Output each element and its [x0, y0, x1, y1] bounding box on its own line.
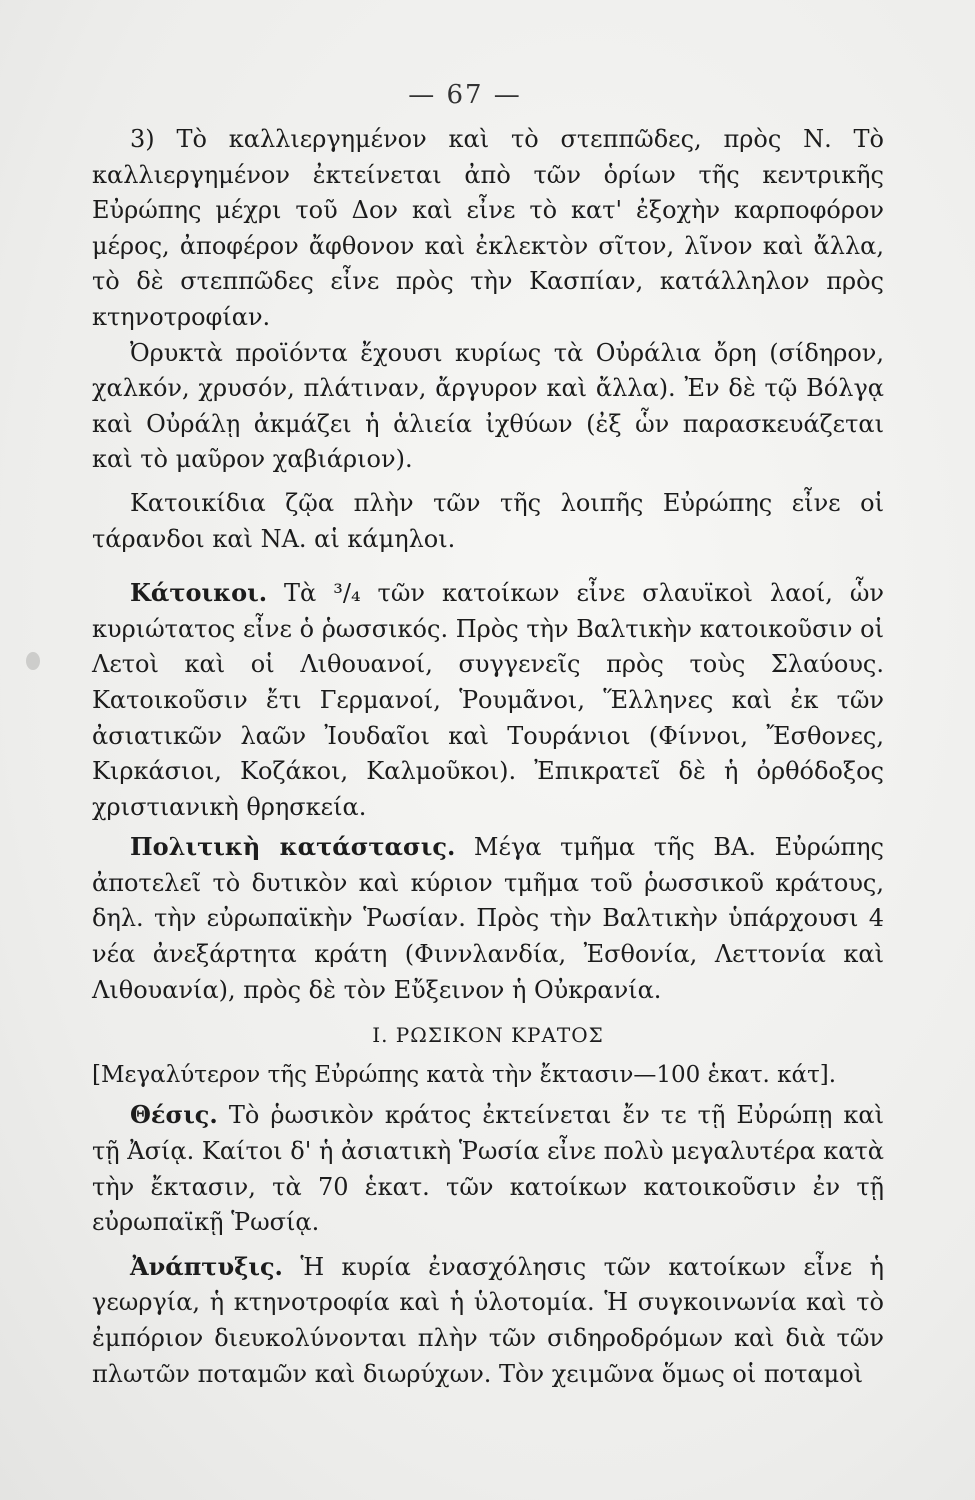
paragraph-text: Κατοικίδια ζῷα πλὴν τῶν τῆς λοιπῆς Εὐρώπης εἶνε οἱ τάρανδοι καὶ ΝΑ. αἱ κάμηλοι. — [92, 488, 884, 553]
paragraph-animals — [92, 486, 884, 557]
section-note: [Μεγαλύτερον τῆς Εὐρώπης κατὰ τὴν ἔκτασιν—100 ἑκατ. κάτ]. — [92, 1061, 837, 1088]
paragraph-heading: Πολιτικὴ κατάστασις. — [130, 832, 456, 862]
paragraph-text: Τὸ ῥωσικὸν κράτος ἐκτείνεται ἔν τε τῇ Εὐρώπῃ καὶ τῇ Ἀσίᾳ. Καίτοι δ' ἡ ἀσιατικὴ Ῥωσία εἶνε πολὺ μεγαλυτέρα κατὰ τὴν ἔκτασιν, τὰ 70 ἑκατ. τῶν κατοίκων κατοικοῦσιν ἐν τῇ εὐρωπαϊκῇ Ῥωσίᾳ. — [92, 1101, 884, 1237]
paragraph-position — [92, 1097, 884, 1240]
paper-stain — [26, 652, 40, 670]
paragraph-text: Μέγα τμῆμα τῆς ΒΑ. Εὐρώπης ἀποτελεῖ τὸ δυτικὸν καὶ κύριον τμῆμα τοῦ ῥωσσικοῦ κράτους, δηλ. τὴν εὐρωπαϊκὴν Ῥωσίαν. Πρὸς τὴν Βαλτικὴν ὑπάρχουσι 4 νέα ἀνεξάρτητα κράτη (Φιννλανδία, Ἐσθονία, Λεττονία καὶ Λιθουανία), πρὸς δὲ τὸν Εὔξεινον ἡ Οὐκρανία. — [92, 833, 884, 1004]
paragraph-text: Ὀρυκτὰ προϊόντα ἔχουσι κυρίως τὰ Οὐράλια ὄρη (σίδηρον, χαλκόν, χρυσόν, πλάτιναν, ἄργυρον καὶ ἄλλα). Ἐν δὲ τῷ Βόλγᾳ καὶ Οὐράλῃ ἀκμάζει ἡ ἁλιεία ἰχθύων (ἐξ ὧν παρασκευάζεται καὶ τὸ μαῦρον χαβιάριον). — [92, 338, 884, 474]
page-number: — 67 — — [408, 80, 522, 110]
paragraph-heading: Κάτοικοι. — [130, 578, 268, 608]
section-title: Ι. ΡΩΣΙΚΟΝ ΚΡΑΤΟΣ — [372, 1023, 604, 1048]
paragraph-inhabitants — [92, 575, 884, 825]
page-body — [92, 122, 884, 1392]
paragraph-text: Τὰ ³/₄ τῶν κατοίκων εἶνε σλαυϊκοὶ λαοί, ὧν κυριώτατος εἶνε ὁ ῥωσσικός. Πρὸς τὴν Βαλτικὴν κατοικοῦσιν οἱ Λετοὶ καὶ οἱ Λιθουανοί, συγγενεῖς πρὸς τοὺς Σλαύους. Κατοικοῦσιν ἔτι Γερμανοί, Ῥουμᾶνοι, Ἕλληνες καὶ ἐκ τῶν ἀσιατικῶν λαῶν Ἰουδαῖοι καὶ Τουράνιοι (Φίννοι, Ἔσθονες, Κιρκάσιοι, Κοζάκοι, Καλμοῦκοι). Ἐπικρατεῖ δὲ ἡ ὀρθόδοξος χριστιανικὴ θρησκεία. — [92, 579, 884, 821]
paragraph-minerals — [92, 336, 884, 478]
paragraph-heading: Θέσις. — [130, 1100, 218, 1130]
paragraph-political — [92, 829, 884, 1008]
paragraph-heading: Ἀνάπτυξις. — [130, 1251, 283, 1281]
paragraph-regions — [92, 122, 884, 336]
paragraph-text: Ἡ κυρία ἐνασχόλησις τῶν κατοίκων εἶνε ἡ γεωργία, ἡ κτηνοτροφία καὶ ἡ ὑλοτομία. Ἡ συγκοινωνία καὶ τὸ ἐμπόριον διευκολύνονται πλὴν τῶν σιδηροδρόμων καὶ διὰ τῶν πλωτῶν ποταμῶν καὶ διωρύχων. Τὸν χειμῶνα ὅμως οἱ ποταμοὶ — [92, 1252, 884, 1388]
paragraph-text: 3) Τὸ καλλιεργημένον καὶ τὸ στεππῶδες, πρὸς Ν. Τὸ καλλιεργημένον ἐκτείνεται ἀπὸ τῶν ὁρίων τῆς κεντρικῆς Εὐρώπης μέχρι τοῦ Δον καὶ εἶνε τὸ κατ' ἐξοχὴν καρποφόρον μέρος, ἀποφέρον ἄφθονον καὶ ἐκλεκτὸν σῖτον, λῖνον καὶ ἄλλα, τὸ δὲ στεππῶδες εἶνε πρὸς τὴν Κασπίαν, κατάλληλον πρὸς κτηνοτροφίαν. — [92, 125, 884, 331]
paragraph-development — [92, 1249, 884, 1392]
